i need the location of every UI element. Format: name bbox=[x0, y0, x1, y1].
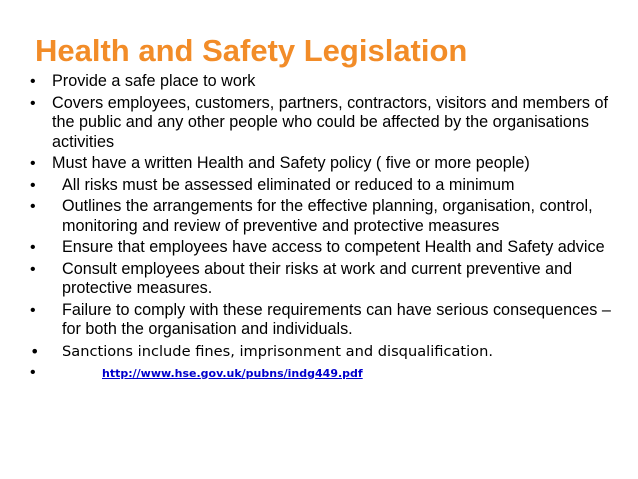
bullet-text: Outlines the arrangements for the effective planning, organisation, control, monitoring and review of preventive and protective measures bbox=[62, 197, 593, 235]
list-item bbox=[30, 154, 630, 174]
bullet-icon: • bbox=[30, 260, 36, 278]
bullet-icon: • bbox=[30, 73, 36, 90]
bullet-text: Covers employees, customers, partners, contractors, visitors and members of the public and any other people who could be affected by the organisations activities bbox=[52, 93, 608, 151]
list-item bbox=[30, 197, 630, 236]
list-item bbox=[30, 176, 630, 196]
bullet-icon: • bbox=[30, 341, 40, 361]
list-item bbox=[30, 260, 630, 299]
list-item bbox=[30, 94, 630, 153]
slide-title: Health and Safety Legislation bbox=[35, 33, 468, 68]
bullet-list bbox=[30, 72, 630, 385]
bullet-text: Sanctions include fines, imprisonment and disqualification. bbox=[62, 342, 494, 360]
bullet-icon: • bbox=[30, 176, 36, 194]
bullet-text: Provide a safe place to work bbox=[52, 72, 256, 90]
bullet-text: Consult employees about their risks at work and current preventive and protective measures. bbox=[62, 259, 573, 297]
bullet-text: Must have a written Health and Safety policy ( five or more people) bbox=[52, 154, 530, 172]
bullet-icon: • bbox=[30, 301, 36, 319]
bullet-text: Failure to comply with these requirements can have serious consequences – for both the organisation and individuals. bbox=[62, 300, 611, 338]
list-item bbox=[30, 72, 630, 92]
bullet-text: All risks must be assessed eliminated or reduced to a minimum bbox=[62, 175, 515, 194]
hse-link[interactable]: http://www.hse.gov.uk/pubns/indg449.pdf bbox=[102, 366, 363, 380]
bullet-icon: • bbox=[30, 198, 36, 215]
bullet-icon: • bbox=[30, 363, 36, 381]
list-item bbox=[30, 364, 630, 383]
list-item bbox=[30, 238, 630, 258]
bullet-icon: • bbox=[30, 155, 36, 172]
list-item bbox=[30, 342, 630, 362]
bullet-icon: • bbox=[30, 239, 36, 256]
bullet-icon: • bbox=[30, 94, 36, 112]
bullet-text: Ensure that employees have access to competent Health and Safety advice bbox=[62, 238, 605, 256]
list-item bbox=[30, 301, 630, 340]
